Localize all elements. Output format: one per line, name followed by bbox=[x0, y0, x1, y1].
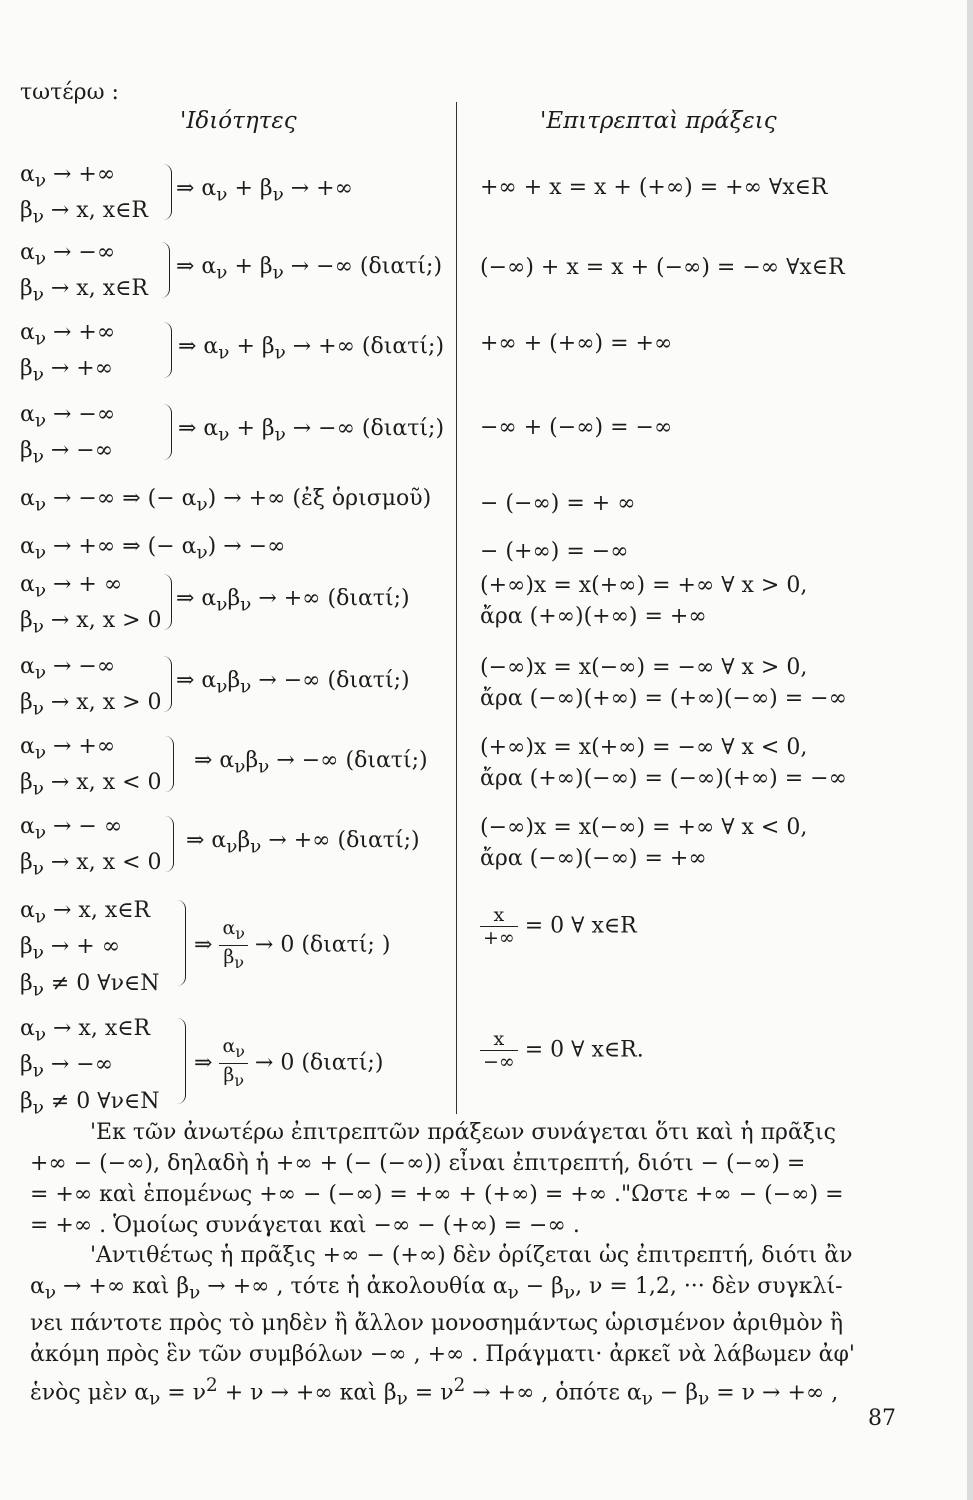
condition-line: $\beta_\nu$ → + ∞ bbox=[20, 934, 121, 964]
operation-fraction: $\frac{x}{-\infty}$ bbox=[480, 1028, 518, 1073]
condition-line: $\beta_\nu \to x$, x < 0 bbox=[20, 770, 162, 800]
paragraph-line: 'Εκ τῶν ἀνωτέρω ἐπιτρεπτῶν πράξεων συνάγεται ὅτι καὶ ἡ πρᾶξις bbox=[90, 1120, 836, 1145]
allowed-operation bbox=[480, 652, 847, 714]
grouping-brace bbox=[164, 736, 174, 792]
row-conditions bbox=[20, 160, 148, 233]
row-implication: ⇒ $\alpha_\nu\beta_\nu$ → +∞ (διατί;) bbox=[186, 828, 420, 858]
grouping-brace bbox=[162, 656, 172, 712]
paragraph-line: νει πάντοτε πρὸς τὸ μηδὲν ἢ ἄλλον μονοσημάντως ὡρισμένον ἀριθμὸν ἢ bbox=[30, 1311, 844, 1337]
operation-line: (+∞)x = x(+∞) = −∞ ∀ x < 0, bbox=[480, 735, 808, 760]
header-fragment: τωτέρω : bbox=[20, 80, 119, 105]
fraction: $\frac{\alpha_\nu}{\beta_\nu}$ bbox=[219, 917, 247, 974]
paragraph bbox=[30, 1240, 892, 1415]
condition-line: $\beta_\nu \to x$, x∈R bbox=[20, 276, 148, 306]
allowed-operation bbox=[480, 732, 847, 794]
operation-line: (+∞)x = x(+∞) = +∞ ∀ x > 0, bbox=[480, 573, 808, 598]
condition-line: $\alpha_\nu$ → −∞ bbox=[20, 402, 116, 432]
row-conditions bbox=[20, 318, 115, 391]
paragraph-line: $\alpha_\nu$ → +∞ καὶ $\beta_\nu$ → +∞ , τότε ἡ ἀκολουθία $\alpha_\nu - \beta_\nu$, ν = 1,2, ··· δὲν συγκλί- bbox=[30, 1274, 843, 1304]
paragraph bbox=[30, 1117, 892, 1241]
grouping-brace bbox=[176, 1018, 186, 1104]
row-implication: ⇒ $\alpha_\nu\beta_\nu$ → −∞ (διατί;) bbox=[194, 748, 428, 778]
operation-tail: = 0 ∀ x∈R bbox=[524, 913, 637, 939]
paragraph-line: = +∞ . Ὁμοίως συνάγεται καὶ −∞ − (+∞) = −∞ . bbox=[30, 1213, 580, 1238]
condition-line: $\beta_\nu \ne 0$ ∀ν∈N bbox=[20, 1088, 160, 1119]
row-implication: ⇒ $\alpha_\nu + \beta_\nu$ → +∞ (διατί;) bbox=[178, 334, 445, 364]
grouping-brace bbox=[162, 574, 172, 630]
allowed-operation bbox=[480, 536, 629, 567]
allowed-operation bbox=[480, 328, 672, 359]
paragraph-line: 'Αντιθέτως ἡ πρᾶξις +∞ − (+∞) δὲν ὁρίζεται ὡς ἐπιτρεπτή, διότι ἂν bbox=[90, 1243, 853, 1268]
grouping-brace bbox=[176, 900, 186, 986]
row-conditions bbox=[20, 652, 162, 725]
condition-line: $\beta_\nu \to x$, x < 0 bbox=[20, 850, 162, 880]
operation-line: ἄρα (−∞)(+∞) = (+∞)(−∞) = −∞ bbox=[480, 686, 847, 711]
column-divider bbox=[456, 102, 457, 1114]
operation-line: +∞ + (+∞) = +∞ bbox=[480, 331, 673, 356]
allowed-operation bbox=[480, 172, 827, 203]
condition-line: $\alpha_\nu$ → + ∞ bbox=[20, 572, 123, 602]
row-conditions bbox=[20, 812, 162, 885]
single-property: $\alpha_\nu$ → +∞ ⇒ (− $\alpha_\nu$) → −∞ bbox=[20, 534, 286, 564]
left-column-title: 'Ιδιότητες bbox=[180, 108, 297, 134]
condition-line: $\alpha_\nu$ → +∞ bbox=[20, 320, 116, 350]
condition-line: $\alpha_\nu \to x$, x∈R bbox=[20, 1016, 151, 1046]
operation-line: (−∞)x = x(−∞) = −∞ ∀ x > 0, bbox=[480, 655, 808, 680]
row-implication: ⇒ $\alpha_\nu\beta_\nu$ → +∞ (διατί;) bbox=[176, 586, 410, 616]
grouping-brace bbox=[164, 816, 174, 872]
implication-tail: → 0 (διατί;) bbox=[254, 1050, 384, 1076]
operation-line: ἄρα (+∞)(+∞) = +∞ bbox=[480, 604, 707, 629]
row-conditions bbox=[20, 1014, 159, 1123]
allowed-operation bbox=[480, 812, 807, 874]
page-number: 87 bbox=[868, 1406, 896, 1431]
operation-line: − (+∞) = −∞ bbox=[480, 539, 629, 564]
paragraph-line: ἀκόμη πρὸς ἓν τῶν συμβόλων −∞ , +∞ . Πράγματι· ἀρκεῖ νὰ λάβωμεν ἀφ' bbox=[30, 1342, 855, 1368]
row-conditions bbox=[20, 896, 159, 1005]
condition-line: $\beta_\nu$ → +∞ bbox=[20, 356, 114, 386]
fraction: $\frac{\alpha_\nu}{\beta_\nu}$ bbox=[219, 1035, 247, 1092]
condition-line: $\beta_\nu \to x$, x > 0 bbox=[20, 608, 162, 638]
implication-tail: → 0 (διατί; ) bbox=[254, 932, 391, 958]
row-implication bbox=[194, 917, 390, 974]
condition-line: $\beta_\nu$ → −∞ bbox=[20, 1052, 114, 1082]
condition-line: $\alpha_\nu$ → − ∞ bbox=[20, 814, 123, 844]
row-conditions bbox=[20, 400, 115, 473]
operation-line: (−∞)x = x(−∞) = +∞ ∀ x < 0, bbox=[480, 815, 808, 840]
condition-line: $\beta_\nu \to x$, x∈R bbox=[20, 198, 148, 228]
grouping-brace bbox=[162, 404, 172, 460]
implies-sign: ⇒ bbox=[194, 1050, 213, 1076]
single-property: $\alpha_\nu$ → −∞ ⇒ (− $\alpha_\nu$) → +∞ (ἐξ ὁρισμοῦ) bbox=[20, 486, 432, 516]
operation-line: ἄρα (+∞)(−∞) = (−∞)(+∞) = −∞ bbox=[480, 766, 847, 791]
row-implication bbox=[194, 1035, 383, 1092]
grouping-brace bbox=[160, 242, 170, 298]
paragraph-line: +∞ − (−∞), δηλαδὴ ἡ +∞ + (− (−∞)) εἶναι ἐπιτρεπτή, διότι − (−∞) = bbox=[30, 1151, 806, 1176]
paragraph-line: = +∞ καὶ ἑπομένως +∞ − (−∞) = +∞ + (+∞) = +∞ ."Ωστε +∞ − (−∞) = bbox=[30, 1182, 844, 1207]
row-implication: ⇒ $\alpha_\nu + \beta_\nu$ → −∞ (διατί;) bbox=[176, 254, 443, 284]
page-edge bbox=[967, 0, 973, 1500]
grouping-brace bbox=[162, 322, 172, 378]
allowed-operation bbox=[480, 412, 672, 443]
operation-tail: = 0 ∀ x∈R. bbox=[524, 1037, 644, 1063]
row-conditions bbox=[20, 570, 162, 643]
row-implication: ⇒ $\alpha_\nu + \beta_\nu$ → +∞ bbox=[176, 176, 353, 206]
condition-line: $\alpha_\nu$ → −∞ bbox=[20, 240, 116, 270]
condition-line: $\alpha_\nu$ → +∞ bbox=[20, 734, 116, 764]
condition-line: $\alpha_\nu \to x$, x∈R bbox=[20, 898, 151, 928]
row-conditions bbox=[20, 238, 148, 311]
implies-sign: ⇒ bbox=[194, 932, 213, 958]
condition-line: $\beta_\nu$ → −∞ bbox=[20, 438, 114, 468]
operation-fraction: $\frac{x}{+\infty}$ bbox=[480, 904, 518, 949]
operation-line: −∞ + (−∞) = −∞ bbox=[480, 415, 673, 440]
operation-line: − (−∞) = + ∞ bbox=[480, 491, 636, 516]
right-column-title: 'Επιτρεπταὶ πράξεις bbox=[540, 108, 777, 134]
allowed-operation bbox=[480, 488, 636, 519]
operation-line: ἄρα (−∞)(−∞) = +∞ bbox=[480, 846, 707, 871]
condition-line: $\alpha_\nu$ → +∞ bbox=[20, 162, 116, 192]
row-conditions bbox=[20, 732, 162, 805]
allowed-operation bbox=[480, 570, 807, 632]
row-implication: ⇒ $\alpha_\nu\beta_\nu$ → −∞ (διατί;) bbox=[176, 668, 410, 698]
allowed-operation bbox=[480, 1028, 644, 1073]
condition-line: $\beta_\nu \ne 0$ ∀ν∈N bbox=[20, 970, 160, 1001]
allowed-operation bbox=[480, 252, 845, 283]
condition-line: $\beta_\nu \to x$, x > 0 bbox=[20, 690, 162, 720]
row-implication: ⇒ $\alpha_\nu + \beta_\nu$ → −∞ (διατί;) bbox=[178, 416, 445, 446]
paragraph-line: ἑνὸς μὲν $\alpha_\nu = \nu^2 + \nu$ → +∞ καὶ $\beta_\nu = \nu^2$ → +∞ , ὁπότε $\alpha_\nu - \beta_\nu = \nu$ → +∞ , bbox=[30, 1375, 839, 1411]
operation-line: (−∞) + x = x + (−∞) = −∞ ∀x∈R bbox=[480, 255, 845, 280]
operation-line: +∞ + x = x + (+∞) = +∞ ∀x∈R bbox=[480, 175, 828, 200]
grouping-brace bbox=[162, 164, 172, 220]
allowed-operation bbox=[480, 904, 637, 949]
condition-line: $\alpha_\nu$ → −∞ bbox=[20, 654, 116, 684]
